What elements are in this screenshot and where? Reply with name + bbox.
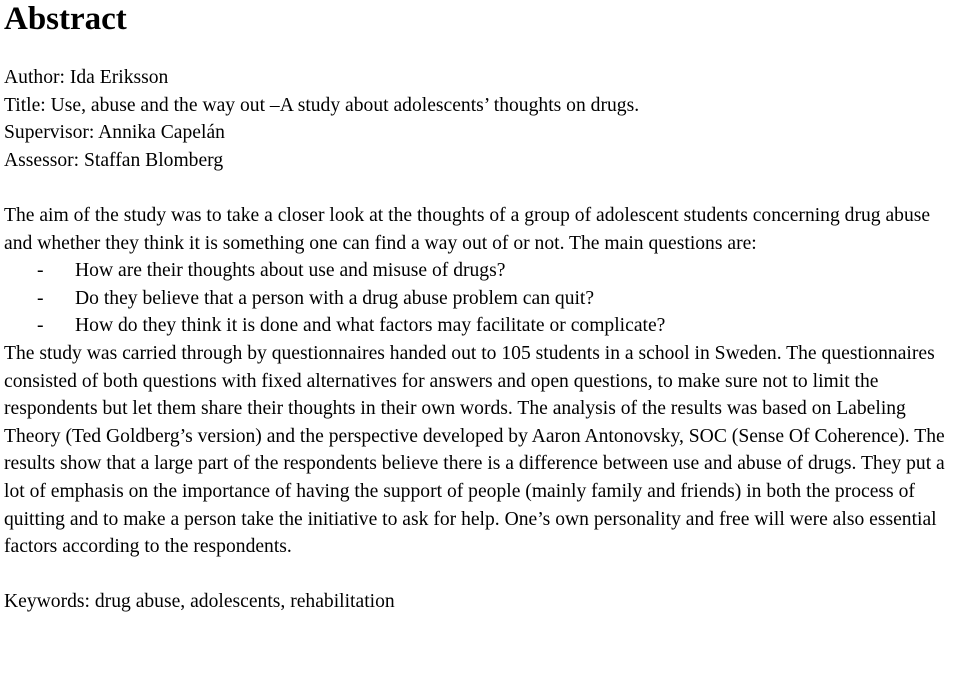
list-dash: - [37, 287, 44, 309]
abstract-main-paragraph: The study was carried through by questionnaires handed out to 105 students in a school in Sweden. The questionnaires consisted of both questions with fixed alternatives for answers and open questions, to make sure not to limit the respondents but let them share their thoughts in their own words. The analysis of the results was based on Labeling Theory (Ted Goldberg’s version) and the perspective developed by Aaron Antonovsky, SOC (Sense Of Coherence). The results show that a large part of the respondents believe there is a difference between use and abuse of drugs. They put a lot of emphasis on the importance of having the support of people (mainly family and friends) in both the process of quitting and to make a person take the initiative to ask for help. One’s own personality and free will were also essential factors according to the respondents. [4, 342, 945, 558]
thesis-metadata [4, 64, 958, 174]
keywords-line: Keywords: drug abuse, adolescents, rehabilitation [4, 591, 395, 613]
list-item [4, 312, 958, 340]
author-line: Author: Ida Eriksson [4, 67, 169, 88]
question-text: How are their thoughts about use and misuse of drugs? [75, 260, 506, 282]
question-text: How do they think it is done and what factors may facilitate or complicate? [75, 315, 666, 337]
supervisor-line: Supervisor: Annika Capelán [4, 122, 225, 144]
list-item [4, 285, 958, 313]
abstract-intro-paragraph: The aim of the study was to take a closer look at the thoughts of a group of adolescent students concerning drug abuse and whether they think it is something one can find a way out of or not. The main questions are: [4, 204, 931, 254]
main-questions-list [4, 257, 958, 340]
question-text: Do they believe that a person with a drug abuse problem can quit? [75, 287, 595, 309]
list-item [4, 257, 958, 285]
page-title: Abstract [4, 1, 127, 37]
list-dash: - [37, 315, 44, 337]
document-page [4, 0, 958, 616]
assessor-line: Assessor: Staffan Blomberg [4, 149, 224, 171]
abstract-body [4, 202, 958, 561]
title-line: Title: Use, abuse and the way out –A study about adolescents’ thoughts on drugs. [4, 94, 640, 116]
list-dash: - [37, 260, 44, 282]
